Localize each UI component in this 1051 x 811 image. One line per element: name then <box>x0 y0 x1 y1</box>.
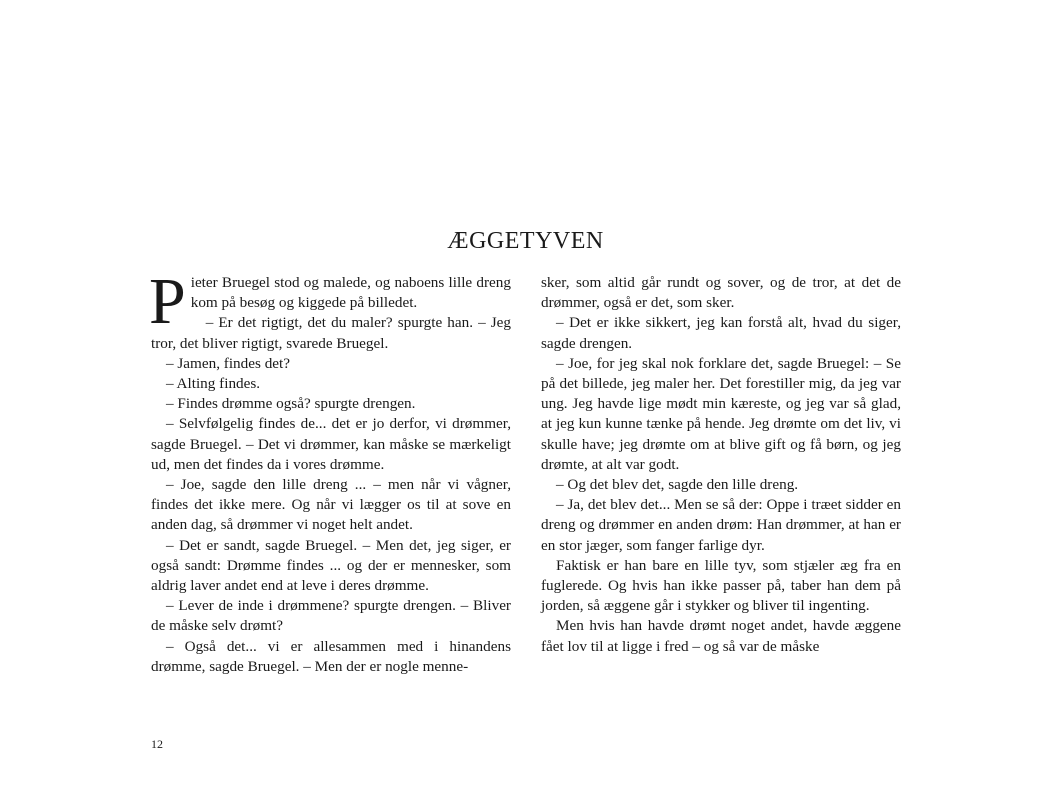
paragraph: sker, som altid går rundt og sover, og de tror, at det de drømmer, også er det, som sker. <box>541 274 901 312</box>
paragraph-text: ieter Bruegel stod og malede, og naboens lille dreng kom på besøg og kiggede på billedet. <box>190 274 511 312</box>
paragraph: Faktisk er han bare en lille tyv, som stjæler æg fra en fuglerede. Og hvis han ikke passer på, taber han dem på jorden, så æggene går i stykker og bliver til ingenting. <box>541 556 901 615</box>
paragraph: – Findes drømme også? spurgte drengen. <box>166 395 416 413</box>
paragraph: – Selvfølgelig findes de... det er jo derfor, vi drømmer, sagde Bruegel. – Det vi drømmer, kan måske se mærkeligt ud, men det findes da i vores drømme. <box>151 415 511 473</box>
drop-cap: P <box>149 265 186 338</box>
paragraph: – Er det rigtigt, det du maler? spurgte han. – Jeg tror, det bliver rigtigt, svarede Bruegel. <box>151 314 511 352</box>
paragraph: – Joe, sagde den lille dreng ... – men når vi vågner, findes det ikke mere. Og når vi lægger os til at sove en anden dag, så drømmer vi noget helt andet. <box>151 476 511 534</box>
paragraph: – Det er ikke sikkert, jeg kan forstå alt, hvad du siger, sagde drengen. <box>541 314 901 352</box>
paragraph: – Ja, det blev det... Men se så der: Oppe i træet sidder en dreng og drømmer en anden drøm: Han drømmer, at han er en stor jæger, som fanger farlige dyr. <box>541 496 901 554</box>
chapter-title: ÆGGETYVEN <box>447 228 604 254</box>
paragraph: – Og det blev det, sagde den lille dreng. <box>556 476 799 494</box>
left-column <box>149 265 511 677</box>
paragraph: – Jamen, findes det? <box>166 354 290 372</box>
paragraph: Men hvis han havde drømt noget andet, havde æggene fået lov til at ligge i fred – og så var de måske <box>541 617 901 655</box>
paragraph: – Joe, for jeg skal nok forklare det, sagde Bruegel: – Se på det billede, jeg maler her. Det forestiller mig, da jeg var ung. Jeg havde lige mødt min kæreste, og jeg var så glad, at jeg kun kunne tænke på hende. Jeg drømte om det liv, vi skulle have; jeg drømte om at blive gift og få børn, og jeg drømte, at alt var godt. <box>541 354 901 473</box>
paragraph: – Også det... vi er allesammen med i hinandens drømme, sagde Bruegel. – Men der er nogle menne- <box>151 637 511 675</box>
paragraph: – Lever de inde i drømmene? spurgte drengen. – Bliver de måske selv drømt? <box>151 597 511 635</box>
paragraph: – Alting findes. <box>166 375 261 393</box>
paragraph: – Det er sandt, sagde Bruegel. – Men det, jeg siger, er også sandt: Drømme findes ... og der er mennesker, som aldrig laver andet end at leve i deres drømme. <box>151 536 511 595</box>
right-column <box>541 273 901 657</box>
page-number: 12 <box>151 737 163 751</box>
